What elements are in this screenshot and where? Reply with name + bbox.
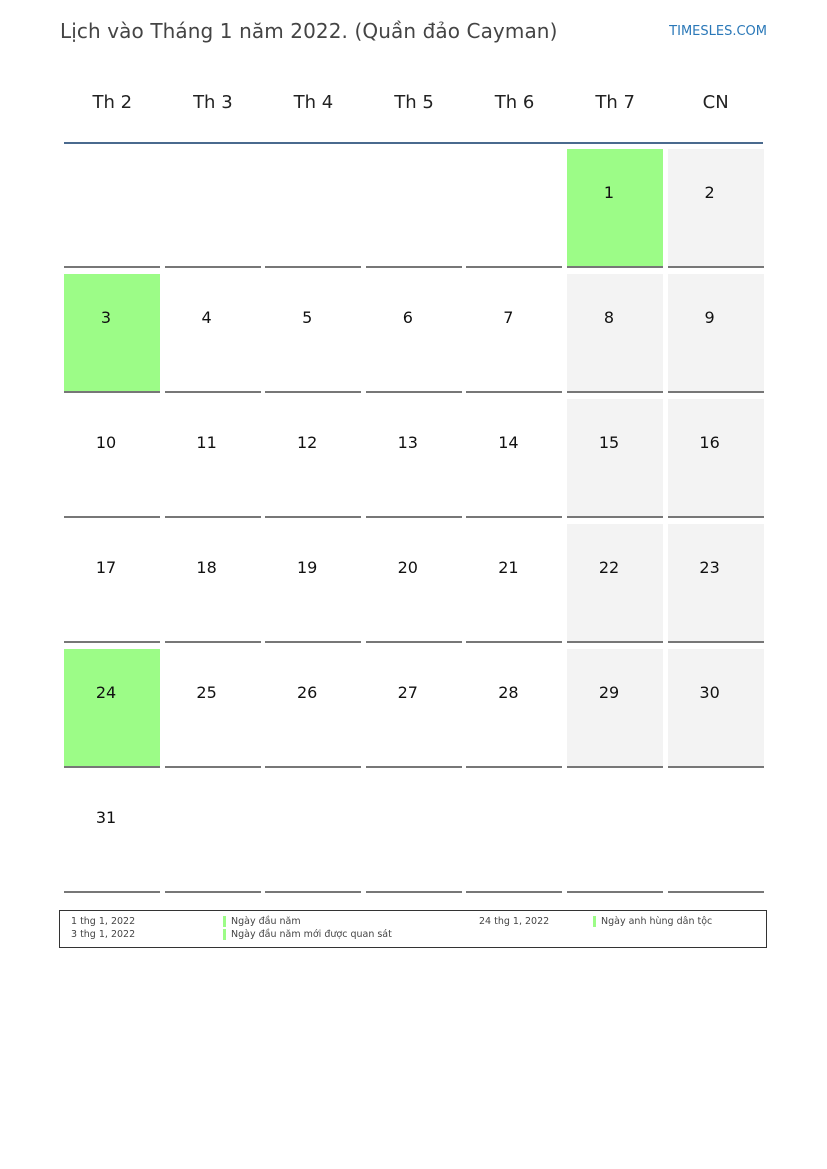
day-number: 3 [100, 308, 112, 327]
calendar-day-cell [366, 524, 462, 643]
empty-day-cell [165, 774, 261, 893]
day-number: 5 [302, 308, 313, 327]
calendar-day-cell [567, 274, 663, 393]
legend-date: 24 thg 1, 2022 [479, 916, 550, 927]
calendar-day-cell [64, 524, 160, 643]
calendar-day-cell [64, 399, 160, 518]
day-number: 6 [402, 308, 413, 327]
day-number: 2 [704, 183, 715, 202]
calendar-day-cell [567, 149, 663, 268]
day-number: 16 [699, 433, 720, 452]
day-number: 10 [95, 433, 117, 452]
brand-link[interactable]: TIMESLES.COM [669, 24, 767, 39]
calendar-day-cell [668, 149, 764, 268]
calendar-grid [64, 149, 764, 895]
day-number: 8 [603, 308, 615, 327]
calendar-day-cell [165, 649, 261, 768]
calendar-day-cell [265, 524, 361, 643]
day-number: 26 [297, 683, 318, 702]
legend-color-marker [223, 916, 226, 927]
day-number: 9 [704, 308, 715, 327]
weekday-label: Th 4 [293, 92, 334, 113]
weekday-header [62, 92, 766, 113]
day-number: 19 [297, 558, 318, 577]
empty-day-cell [265, 149, 361, 268]
calendar-day-cell [567, 649, 663, 768]
empty-day-cell [64, 149, 160, 268]
calendar-day-cell [165, 399, 261, 518]
day-number: 21 [498, 558, 519, 577]
legend-color-marker [593, 916, 596, 927]
calendar-day-cell [265, 399, 361, 518]
day-number: 30 [699, 683, 720, 702]
calendar-day-cell [265, 649, 361, 768]
calendar-day-cell [567, 524, 663, 643]
calendar-day-cell [466, 649, 562, 768]
day-number: 14 [498, 433, 519, 452]
empty-day-cell [567, 774, 663, 893]
calendar-day-cell [265, 274, 361, 393]
legend-holiday-name: Ngày anh hùng dân tộc [601, 916, 713, 927]
day-number: 27 [397, 683, 418, 702]
calendar-day-cell [64, 774, 160, 893]
calendar-day-cell [165, 274, 261, 393]
day-number: 25 [196, 683, 217, 702]
weekday-label: Th 3 [193, 92, 233, 113]
calendar-day-cell [366, 274, 462, 393]
day-number: 22 [598, 558, 620, 577]
legend-date: 3 thg 1, 2022 [71, 929, 136, 940]
day-number: 4 [201, 308, 212, 327]
day-number: 12 [297, 433, 318, 452]
calendar-day-cell [466, 274, 562, 393]
day-number: 29 [598, 683, 620, 702]
empty-day-cell [668, 774, 764, 893]
holiday-legend [59, 910, 767, 948]
day-number: 7 [503, 308, 514, 327]
day-number: 15 [598, 433, 620, 452]
calendar-day-cell [668, 649, 764, 768]
calendar-day-cell [668, 399, 764, 518]
empty-day-cell [466, 149, 562, 268]
day-number: 23 [699, 558, 720, 577]
weekday-label: Th 2 [92, 92, 133, 113]
legend-color-marker [223, 929, 226, 940]
calendar-day-cell [165, 524, 261, 643]
day-number: 1 [603, 183, 615, 202]
empty-day-cell [366, 774, 462, 893]
page-title: Lịch vào Tháng 1 năm 2022. (Quần đảo Cayman) [60, 19, 558, 43]
day-number: 20 [397, 558, 418, 577]
day-number: 18 [196, 558, 217, 577]
legend-holiday-name: Ngày đầu năm [231, 916, 301, 927]
calendar-day-cell [668, 524, 764, 643]
calendar-day-cell [64, 649, 160, 768]
empty-day-cell [265, 774, 361, 893]
calendar-day-cell [64, 274, 160, 393]
calendar-day-cell [366, 399, 462, 518]
empty-day-cell [466, 774, 562, 893]
empty-day-cell [366, 149, 462, 268]
calendar-day-cell [466, 399, 562, 518]
weekday-label: Th 7 [595, 92, 635, 113]
day-number: 28 [498, 683, 519, 702]
calendar-day-cell [366, 649, 462, 768]
day-number: 11 [196, 433, 217, 452]
calendar-day-cell [567, 399, 663, 518]
empty-day-cell [165, 149, 261, 268]
header-divider [64, 142, 763, 144]
day-number: 31 [95, 808, 117, 827]
calendar-day-cell [668, 274, 764, 393]
legend-date: 1 thg 1, 2022 [71, 916, 136, 927]
weekday-label: Th 5 [394, 92, 434, 113]
day-number: 17 [95, 558, 117, 577]
weekday-label: CN [702, 92, 729, 113]
day-number: 13 [397, 433, 418, 452]
weekday-label: Th 6 [494, 92, 535, 113]
day-number: 24 [95, 683, 117, 702]
legend-holiday-name: Ngày đầu năm mới được quan sát [231, 929, 392, 940]
calendar-day-cell [466, 524, 562, 643]
